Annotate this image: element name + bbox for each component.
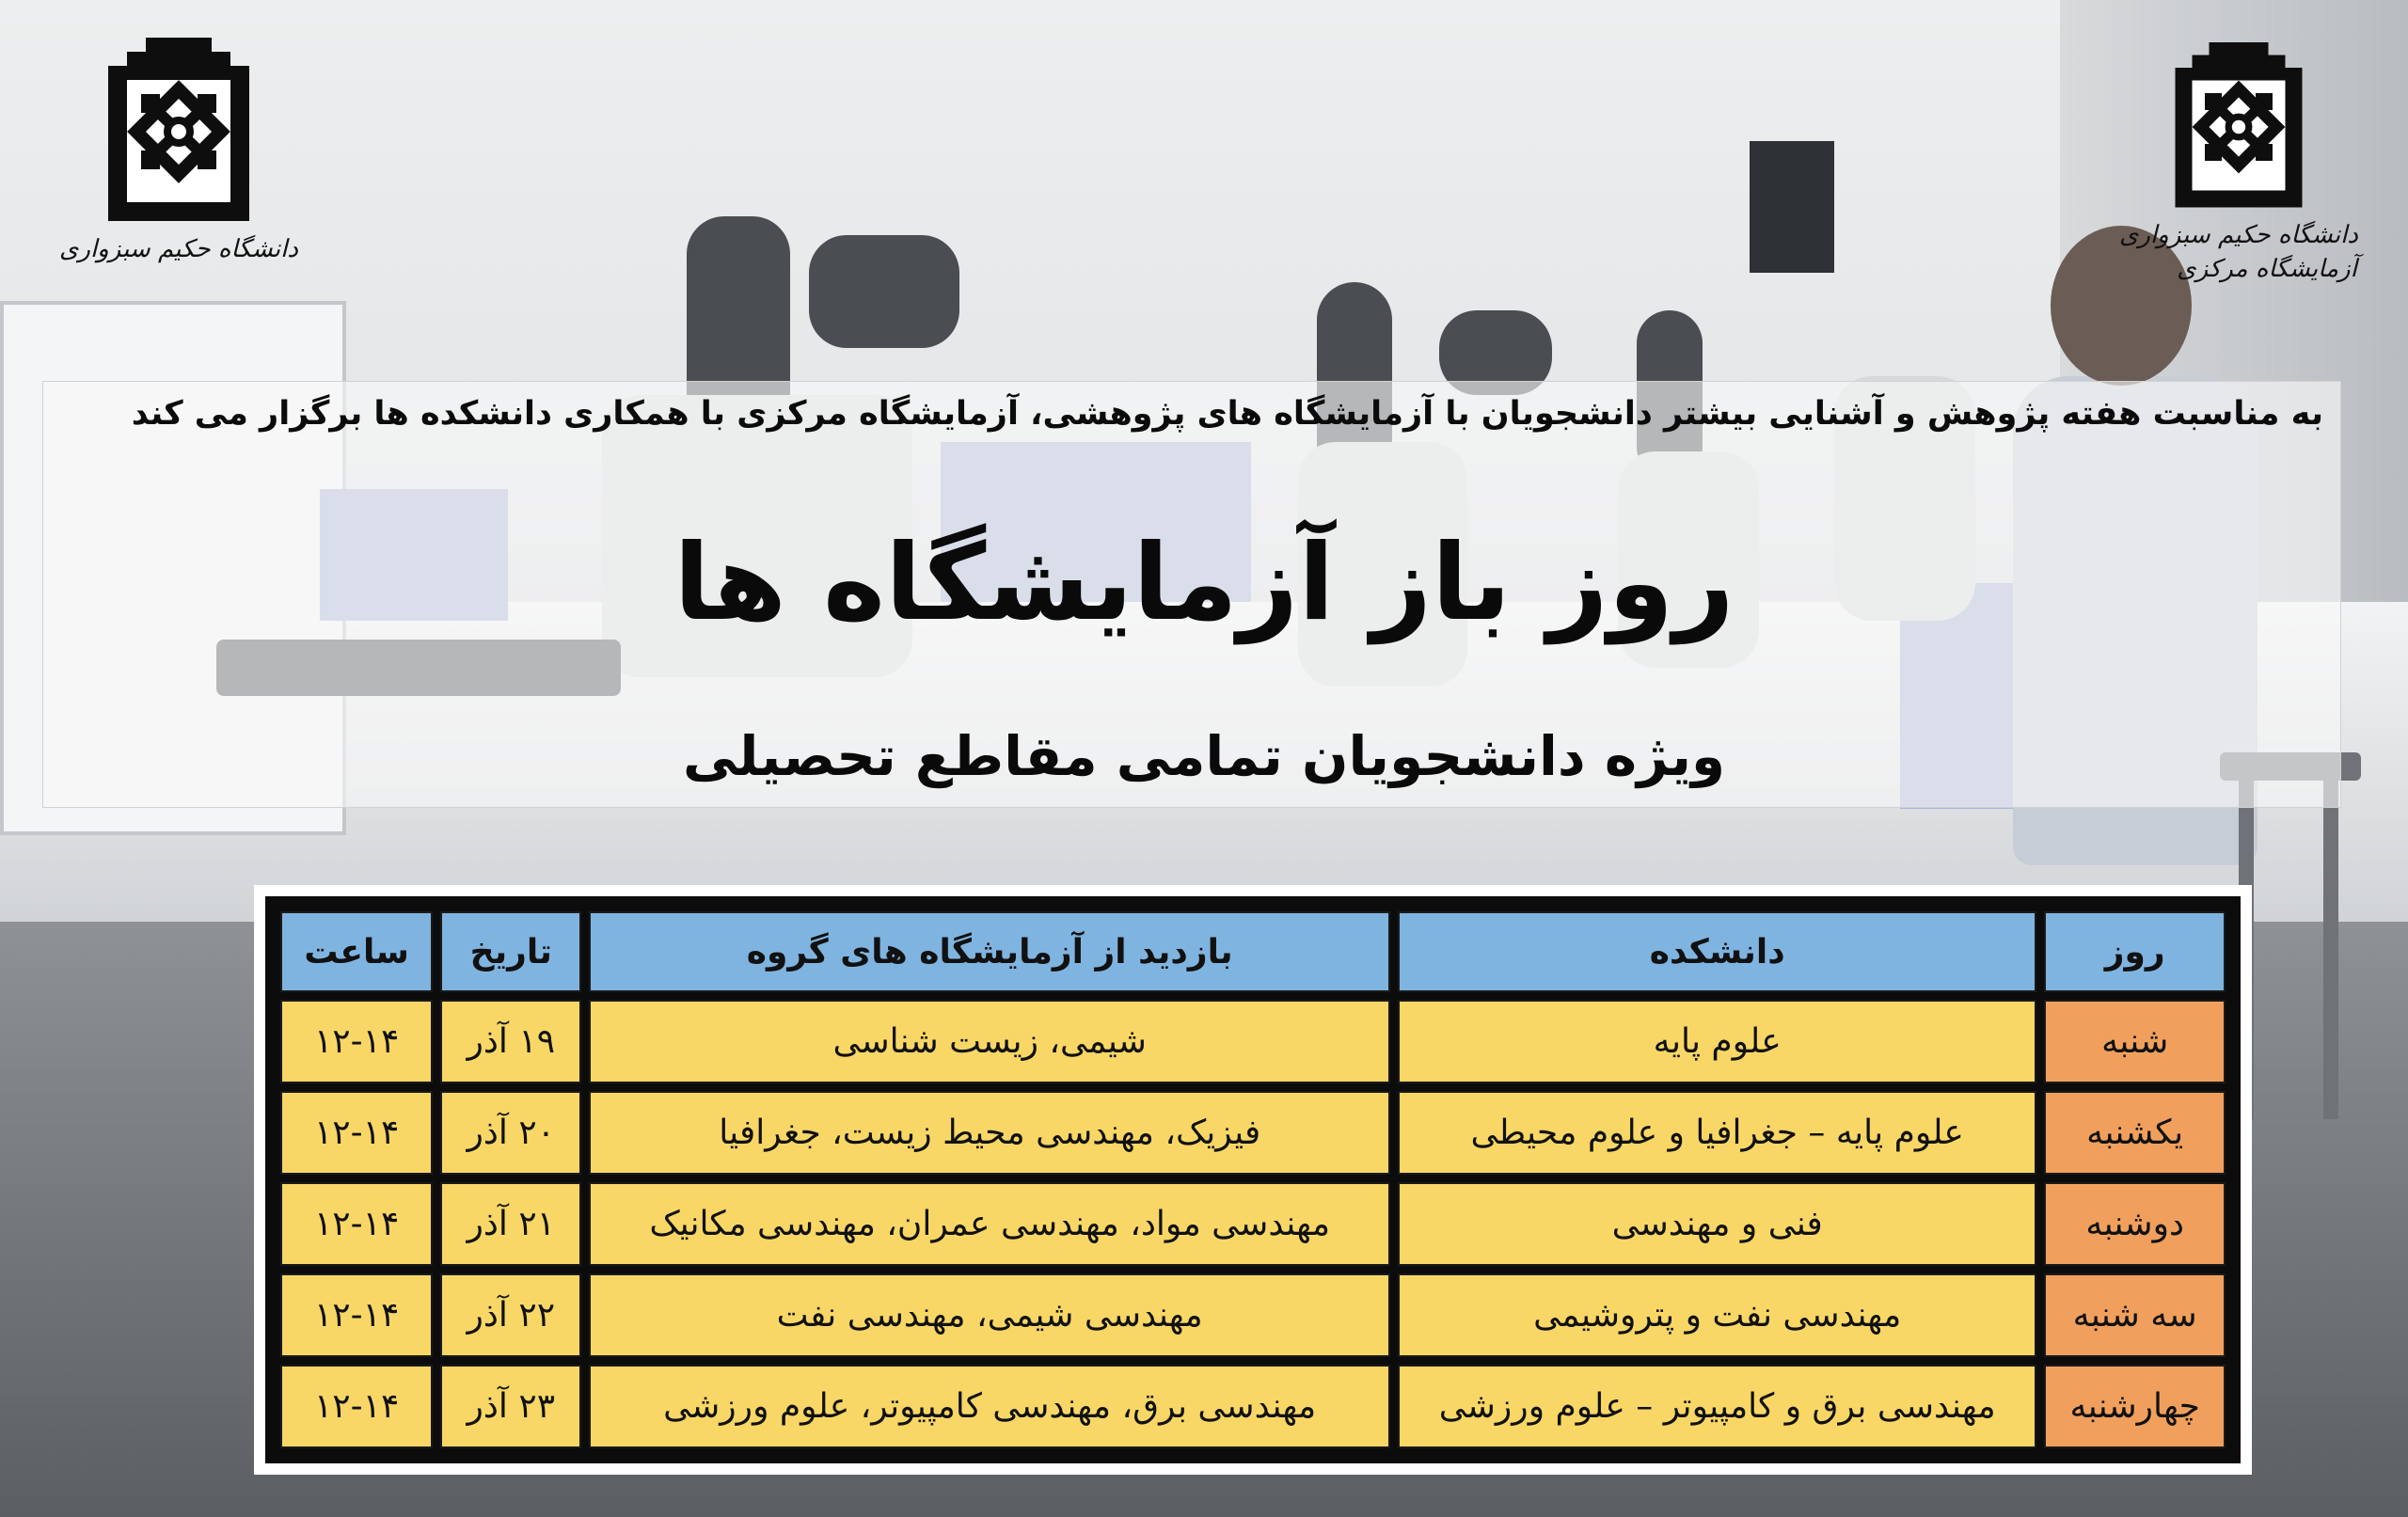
cell-time: ۱۲-۱۴: [280, 1182, 433, 1266]
header-day: روز: [2044, 911, 2226, 992]
cell-day: دوشنبه: [2044, 1182, 2226, 1266]
knot-emblem-icon: [2145, 42, 2333, 212]
cell-labs: مهندسی شیمی، مهندسی نفت: [589, 1273, 1390, 1357]
cell-faculty: علوم پایه – جغرافیا و علوم محیطی: [1398, 1091, 2036, 1175]
cell-labs: فیزیک، مهندسی محیط زیست، جغرافیا: [589, 1091, 1390, 1175]
cell-date: ۱۹ آذر: [440, 1000, 581, 1083]
cell-day: شنبه: [2044, 1000, 2226, 1083]
cell-day: سه شنبه: [2044, 1273, 2226, 1357]
table-row: [280, 1365, 2226, 1448]
header-time: ساعت: [280, 911, 433, 992]
cell-labs: مهندسی برق، مهندسی کامپیوتر، علوم ورزشی: [589, 1365, 1390, 1448]
cell-faculty: فنی و مهندسی: [1398, 1182, 2036, 1266]
cell-time: ۱۲-۱۴: [280, 1273, 433, 1357]
table-header-row: [280, 911, 2226, 992]
cell-date: ۲۲ آذر: [440, 1273, 581, 1357]
header-labs: بازدید از آزمایشگاه های گروه: [589, 911, 1390, 992]
cell-faculty: مهندسی برق و کامپیوتر – علوم ورزشی: [1398, 1365, 2036, 1448]
cell-time: ۱۲-۱۴: [280, 1365, 433, 1448]
page-subtitle: ویژه دانشجویان تمامی مقاطع تحصیلی: [682, 724, 1726, 788]
university-logo-left: [59, 38, 298, 263]
schedule-table: [273, 904, 2233, 1456]
cell-faculty: علوم پایه: [1398, 1000, 2036, 1083]
cell-time: ۱۲-۱۴: [280, 1000, 433, 1083]
cell-labs: مهندسی مواد، مهندسی عمران، مهندسی مکانیک: [589, 1182, 1390, 1266]
cell-faculty: مهندسی نفت و پتروشیمی: [1398, 1273, 2036, 1357]
cell-date: ۲۰ آذر: [440, 1091, 581, 1175]
table-row: [280, 1000, 2226, 1083]
cell-date: ۲۳ آذر: [440, 1365, 581, 1448]
cell-labs: شیمی، زیست شناسی: [589, 1000, 1390, 1083]
logo-caption-central-lab: آزمایشگاه مرکزی: [2177, 255, 2357, 283]
schedule-table-frame: [254, 885, 2252, 1475]
cell-day: یکشنبه: [2044, 1091, 2226, 1175]
table-row: [280, 1182, 2226, 1266]
header-date: تاریخ: [440, 911, 581, 992]
table-row: [280, 1273, 2226, 1357]
cell-date: ۲۱ آذر: [440, 1182, 581, 1266]
central-lab-logo-right: [2119, 42, 2358, 283]
cell-time: ۱۲-۱۴: [280, 1091, 433, 1175]
header-faculty: دانشکده: [1398, 911, 2036, 992]
logo-caption: دانشگاه حکیم سبزواری: [59, 235, 298, 263]
logo-caption-university: دانشگاه حکیم سبزواری: [2119, 221, 2358, 249]
page-title: روز باز آزمایشگاه ها: [673, 522, 1735, 644]
table-row: [280, 1091, 2226, 1175]
intro-text: به مناسبت هفته پژوهش و آشنایی بیشتر دانشجویان با آزمایشگاه های پژوهشی، آزمایشگاه مرکزی با همکاری دانشکده ها برگزار می کند: [131, 395, 2323, 433]
cell-day: چهارشنبه: [2044, 1365, 2226, 1448]
knot-emblem-icon: [89, 38, 268, 226]
